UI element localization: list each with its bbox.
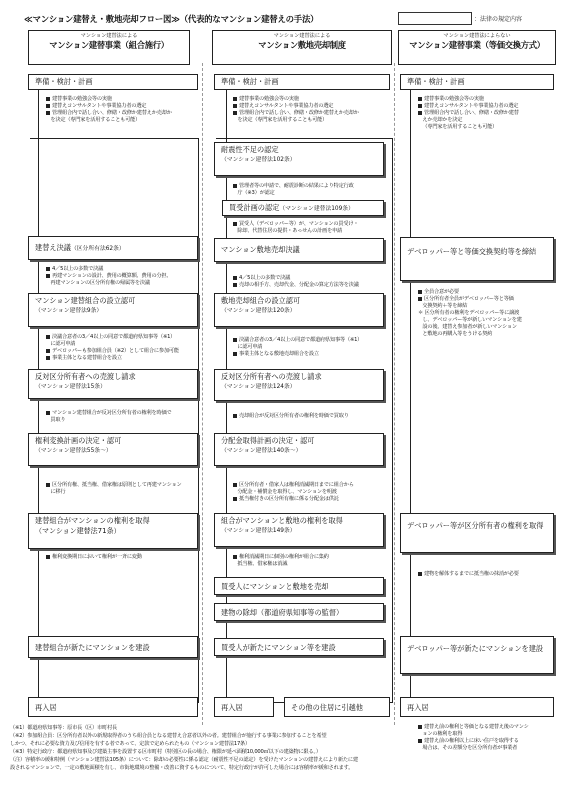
step-label: 組合がマンションと敷地の権利を取得 — [221, 516, 343, 525]
step-label: 敷地売却組合の設立認可 — [221, 296, 301, 305]
step-notes: 権利変換期日において権利が一斉に変動 — [46, 554, 142, 561]
column-header-main: マンション建替事業（組合施行） — [49, 40, 169, 50]
step-move-out — [284, 697, 390, 717]
step-build — [400, 636, 554, 674]
step-notes: 管理者等の申請で、耐震診断の結果により特定行政 庁（※3）が認定 — [233, 183, 354, 197]
legend-text: ：法律の規定内容 — [474, 16, 523, 23]
step-prep — [400, 74, 554, 90]
step-label: その他の住居に引越他 — [291, 703, 363, 712]
step-law: （マンション建替法140条〜） — [221, 448, 302, 454]
step-acquire — [28, 513, 198, 549]
column-header-main: マンション敷地売却制度 — [258, 40, 346, 50]
step-law: （マンション建替法124条） — [221, 384, 296, 390]
step-notes: 4／5以上の多数で決議 売却の相手方、売却代金、分配金の算定方法等を決議 — [233, 275, 359, 289]
step-label: 反対区分所有者への売渡し請求 — [35, 372, 136, 381]
step-move-in — [400, 697, 554, 717]
step-law: （マンション建替法149条） — [221, 528, 296, 534]
column-divider — [394, 63, 396, 725]
column-header-1 — [28, 30, 190, 65]
step-demolish — [214, 603, 384, 621]
step-label: デベロッパー等が新たにマンションを建設 — [407, 644, 544, 653]
step-label: 建物の除却（都道府県知事等の監督） — [221, 608, 344, 617]
step-law: （マンション建替法102条） — [221, 157, 296, 163]
step-notes: 建替事業の勉強会等の実施 建替えコンサルタントや事業協力者の選定 管理組合内で話し合い、修繕・改修か建替えか売却か を決定（専門家を活用することも可能） — [233, 96, 359, 124]
step-label: 買受人にマンションと敷地を売却 — [221, 582, 329, 591]
step-label: 反対区分所有者への売渡し請求 — [221, 372, 322, 381]
step-union — [28, 293, 198, 327]
step-label: 準備・検討・計画 — [35, 77, 93, 86]
step-notes: 建替事業の勉強会等の実施 建替えコンサルタントや事業協力者の選定 管理組合内で話し合い、修繕・改修か建替 えか売却かを決定 （専門家を活用することも可能） — [418, 96, 519, 131]
step-build — [214, 638, 384, 656]
step-notes: 建替え前の権利と等価となる建替え後のマンシ ョンの権利を取得 建替え前の権利以上に床い住戸を取得する 場合は、その差額分を区分所有者が事業者 — [418, 724, 529, 752]
footnote: （※2）参加組合員：区分所有者以外の新規取得者のうち組合員となる建替え合意者以外の者。建替組合が施行する事業に参加することを希望 — [10, 733, 327, 739]
step-notes: 決議合意者の3／4以上の同意で都道府県知事等（※1） に認可申請 デベロッパーも参加組合員（※2）として組合に参加可能 事業主体となる建替組合を設立 — [46, 334, 179, 362]
step-law: （マンション建替法15条） — [35, 384, 106, 390]
step-law: （区分所有法62条） — [70, 246, 125, 252]
step-law: （マンション建替法120条） — [221, 308, 296, 314]
step-buy-plan — [222, 200, 384, 216]
step-dist-plan — [214, 433, 384, 466]
column-header-sub: マンション建替法によらない — [443, 33, 511, 39]
step-notes: 区分所有権、抵当権、借家権は原則として再建マンション に移行 — [46, 482, 181, 496]
step-prep — [214, 74, 390, 90]
step-sale-claim — [28, 369, 198, 399]
step-notes: 決議合意者の3／4以上の同意で都道府県知事等（※1） に認可申請 事業主体となる敷地売却組合を設立 — [233, 337, 362, 358]
step-label: 建替え決議 — [35, 243, 71, 252]
step-resolution — [214, 238, 384, 262]
step-label: マンション敷地売却決議 — [221, 245, 300, 254]
step-move-in — [28, 697, 198, 717]
step-notes: 区分所有者・借家人は権利消滅期日までに組合から 分配金・補償金を取得し、マンションを明渡 抵当権付きの区分所有権に係る分配金は供託 — [233, 482, 354, 503]
step-law: （マンション建替法9条） — [35, 308, 103, 314]
step-move-in — [214, 697, 274, 717]
step-label: 準備・検討・計画 — [221, 77, 279, 86]
step-acquire — [400, 513, 554, 553]
step-law: （マンション建替法109条） — [279, 206, 354, 212]
flow-line — [410, 88, 411, 701]
step-build — [28, 636, 198, 658]
step-label: 権利変換計画の決定・認可 — [35, 436, 122, 445]
legend-swatch — [398, 12, 472, 25]
step-label: 耐震性不足の認定 — [221, 145, 279, 154]
step-prep — [28, 74, 198, 90]
column-header-2 — [212, 30, 392, 65]
column-header-sub: マンション建替法による — [273, 33, 331, 39]
step-label: 分配金取得計画の決定・認可 — [221, 436, 315, 445]
step-label: 準備・検討・計画 — [407, 77, 465, 86]
page-title: ≪マンション建替え・敷地売却フロー図≫（代表的なマンション建替えの手法） — [24, 14, 319, 24]
step-cert — [214, 142, 384, 176]
column-header-main: マンション建替事業（等価交換方式） — [409, 40, 545, 50]
step-label: デベロッパー等が区分所有者の権利を取得 — [407, 521, 544, 530]
step-notes: 権利消滅期日に個別の権利が組合に集約 抵当権、借家権は消滅 — [233, 554, 329, 568]
step-union — [214, 293, 384, 327]
step-notes: 買受人（デベロッパー等）が、マンションの買受け・ 除却、代替住居の提供・あっせんの計画を申請 — [233, 221, 358, 235]
step-label: 再入居 — [407, 703, 429, 712]
step-label: デベロッパー等と等価交換契約等を締結 — [407, 247, 537, 256]
column-divider — [202, 63, 204, 725]
footnote: （※3）特定行政庁：都道府県知事及び建築主事を設置する区市町村（特別区の長の場合、権限が延べ面積10,000㎡以下の建築物に限る。） — [10, 749, 321, 755]
step-label: 再入居 — [221, 703, 243, 712]
step-label: 再入居 — [35, 703, 57, 712]
step-resolution — [28, 236, 198, 260]
step-contract — [400, 237, 554, 281]
step-sell — [214, 577, 384, 595]
step-notes: 建物を解体するまでに抵当権の抹消が必要 — [418, 571, 519, 578]
step-label: 建替組合が新たにマンションを建設 — [35, 643, 150, 652]
step-law: （マンション建替法71条） — [35, 527, 121, 535]
step-acquire — [214, 513, 384, 547]
footnote: しかつ、それに必要な資力及び信用を有する者であって、定款で定められたもの（マンション建替法17条） — [10, 741, 251, 747]
step-notes: 4／5以上の多数で決議 再建マンションの設計、費用の概算額、費用の分担、 再建マンションの区分所有権の帰属等を決議 — [46, 266, 171, 287]
column-header-sub: マンション建替法による — [80, 33, 138, 39]
step-sale-claim — [214, 369, 384, 401]
step-label: マンション建替組合の設立認可 — [35, 296, 136, 305]
footnote: 設されるマンションで、一定の敷地面積を有し、市街地環境の整備・改善に資するものについて、特定行政庁が許可した場合には容積率が緩和されます。 — [10, 765, 354, 771]
footnote: （※1）都道府県知事等：原市長（区）市町村長 — [10, 725, 117, 731]
step-label: 買受人が新たにマンション等を建設 — [221, 643, 336, 652]
step-notes: マンション建替組合が反対区分所有者の権利を時価で 買取り — [46, 410, 171, 424]
step-notes: 全員合意が必要 区分所有者全員がデベロッパー等と等価 交換契約＋等を締結 ＊ 区分所有者の権利をデベロッパー等に譲渡 し、デベロッパー等が新しいマンションを建 設の後、建替え参加者が新しいマンション と敷地の再購入等をうける契約 — [418, 289, 522, 337]
step-law: （マンション建替法55条〜） — [35, 448, 112, 454]
footnote: （注）容積率の緩和特例（マンション建替法105条）について：除却の必要性に係る認定（耐震性不足の認定）を受けたマンションの建替えにより新たに建 — [10, 757, 358, 763]
step-notes: 売却組合が反対区分所有者の権利を時価で買取り — [233, 413, 349, 420]
step-notes: 建替事業の勉強会等の実施 建替えコンサルタントや事業協力者の選定 管理組合内で話し合い、修繕・改修か建替えか売却か を決定（専門家を活用することも可能） — [46, 96, 172, 124]
step-rights-plan — [28, 433, 198, 466]
step-label: 建替組合がマンションの権利を取得 — [35, 516, 150, 525]
step-label: 買受計画の認定 — [229, 203, 280, 212]
column-header-3 — [398, 30, 556, 65]
